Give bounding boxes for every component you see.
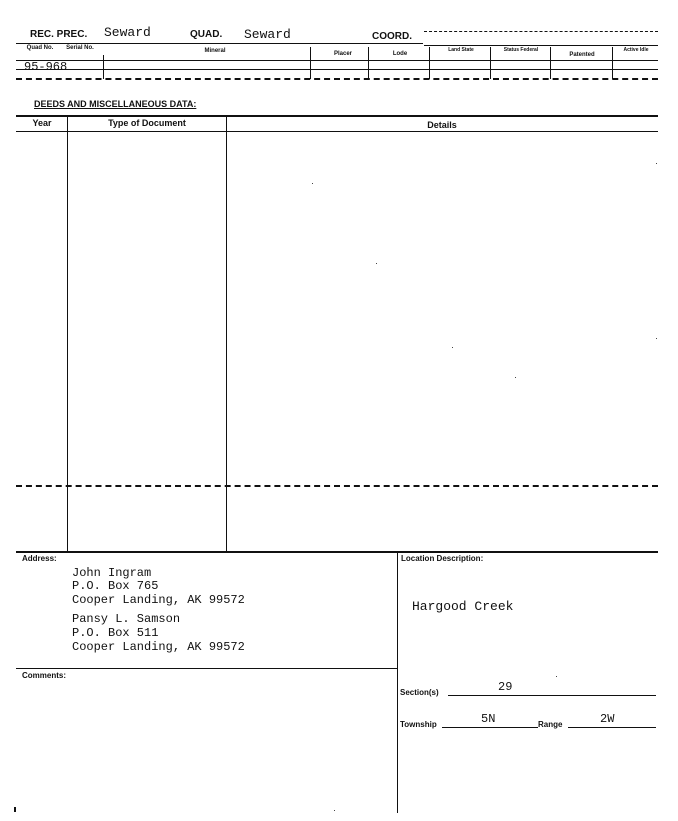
scan-speck — [312, 183, 313, 184]
scan-speck — [656, 338, 657, 339]
patented-header: Patented — [569, 52, 595, 58]
address-comments-divider — [16, 668, 397, 669]
active-idle-header: Active Idle — [623, 47, 649, 53]
quad-no-header: Quad No. — [26, 45, 54, 51]
deeds-title: DEEDS AND MISCELLANEOUS DATA: — [34, 99, 197, 109]
info-table-mid-line — [16, 60, 658, 61]
range-label: Range — [538, 720, 563, 729]
deeds-details-header: Details — [427, 120, 457, 130]
scan-speck — [515, 377, 516, 378]
owner-2-name: Pansy L. Samson — [72, 612, 181, 626]
lode-header: Lode — [392, 51, 408, 57]
scan-speck — [556, 676, 557, 677]
scan-speck — [334, 810, 335, 811]
info-table-bottom-line — [16, 78, 658, 80]
rec-prec-label: REC. PREC. — [30, 29, 88, 40]
owner-2-po: P.O. Box 511 — [72, 626, 159, 640]
range-field-line — [568, 727, 656, 728]
location-description: Hargood Creek — [412, 599, 514, 614]
quad-value: Seward — [244, 27, 291, 42]
info-table-divider — [103, 55, 104, 79]
quad-label: QUAD. — [190, 29, 223, 40]
coord-label: COORD. — [372, 31, 412, 42]
info-table-divider — [429, 47, 430, 79]
comments-label: Comments: — [22, 671, 67, 680]
bottom-section-divider — [397, 551, 398, 813]
owner-1-city: Cooper Landing, AK 99572 — [72, 593, 245, 607]
range-value: 2W — [600, 712, 615, 726]
owner-1-name: John Ingram — [72, 566, 152, 580]
coord-right-line — [424, 45, 658, 46]
township-value: 5N — [481, 712, 496, 726]
township-label: Township — [400, 720, 437, 729]
deeds-top-line — [16, 115, 658, 117]
bottom-section-top-line — [16, 551, 658, 553]
scan-speck — [452, 347, 453, 348]
coord-dashed-line — [424, 31, 658, 32]
deeds-year-header: Year — [32, 118, 52, 128]
section-value: 29 — [498, 680, 513, 694]
deeds-type-header: Type of Document — [108, 118, 186, 128]
land-state-header: Land State — [448, 47, 474, 53]
township-field-line — [442, 727, 538, 728]
info-table-divider — [368, 47, 369, 79]
location-label: Location Description: — [401, 554, 484, 563]
rec-prec-value: Seward — [104, 25, 151, 40]
quad-serial-value: 95-968 — [24, 60, 68, 74]
status-federal-header: Status Federal — [503, 47, 539, 53]
info-table-divider — [612, 47, 613, 79]
serial-no-header: Serial No. — [66, 45, 94, 51]
info-table-divider — [490, 47, 491, 79]
deeds-header-line — [16, 131, 658, 132]
info-table-row-line — [16, 69, 658, 70]
section-label: Section(s) — [400, 688, 439, 697]
owner-2-city: Cooper Landing, AK 99572 — [72, 640, 245, 654]
section-field-line — [448, 695, 656, 696]
scan-mark — [14, 807, 16, 812]
mineral-header: Mineral — [204, 48, 226, 54]
info-table-divider — [550, 47, 551, 79]
placer-header: Placer — [333, 51, 352, 57]
info-table-divider — [310, 47, 311, 79]
address-label: Address: — [22, 554, 57, 563]
scan-speck — [376, 263, 377, 264]
scan-speck — [656, 163, 657, 164]
owner-1-po: P.O. Box 765 — [72, 579, 159, 593]
header-top-line — [16, 43, 423, 44]
deeds-dashed-line — [16, 485, 658, 487]
